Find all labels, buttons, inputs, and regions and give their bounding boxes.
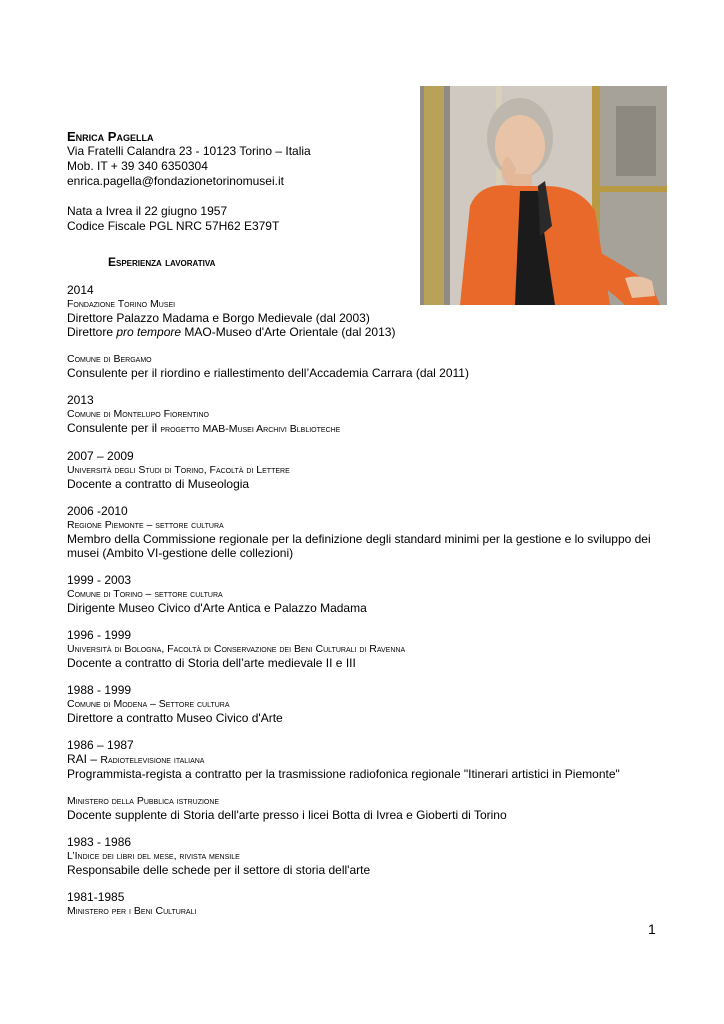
entry-line: Docente a contratto di Museologia [67,477,250,491]
experience-entry [67,283,667,339]
experience-entry [67,683,667,725]
entry-organization: Università degli Studi di Torino, Facoltà di Lettere [67,464,290,476]
experience-entry [67,835,667,877]
entry-line: Dirigente Museo Civico d'Arte Antica e Palazzo Madama [67,601,367,615]
experience-entry [67,738,667,781]
entry-organization [67,752,667,767]
entry-year: 1981-1985 [67,890,125,904]
entry-line: Docente supplente di Storia dell'arte presso i licei Botta di Ivrea e Gioberti di Torino [67,808,507,822]
experience-entry [67,449,667,491]
person-name: Enrica Pagella [67,129,154,144]
entry-line: Responsabile delle schede per il settore di storia dell'arte [67,863,371,877]
experience-entry [67,393,667,436]
contact-header [67,129,311,234]
entry-organization: Università di Bologna, Facoltà di Conservazione dei Beni Culturali di Ravenna [67,643,406,655]
spacer [67,189,311,204]
fiscal-code: Codice Fiscale PGL NRC 57H62 E379T [67,219,280,233]
entry-line: Direttore Palazzo Madama e Borgo Medievale (dal 2003) [67,311,370,325]
entry-organization: Regione Piemonte – settore cultura [67,519,224,531]
entry-year: 1988 - 1999 [67,683,132,697]
entry-organization-name: Radiotelevisione italiana [100,754,205,766]
entry-line: Consulente per il riordino e riallestimento dell’Accademia Carrara (dal 2011) [67,366,469,380]
entry-line: musei (Ambito VI-gestione delle collezioni) [67,546,294,560]
entry-organization: Ministero della Pubblica istruzione [67,795,220,807]
birth-info: Nata a Ivrea il 22 giugno 1957 [67,204,228,218]
portrait-photo [420,86,667,305]
entry-line [67,421,667,436]
mobile-number: Mob. IT + 39 340 6350304 [67,159,208,173]
entry-year: 1996 - 1999 [67,628,132,642]
entry-line-text: Direttore [67,325,117,339]
entry-year: 1999 - 2003 [67,573,132,587]
entry-year: 2014 [67,283,94,297]
entry-organization: Comune di Bergamo [67,353,152,365]
entry-line: Docente a contratto di Storia dell’arte medievale II e III [67,656,356,670]
experience-entry [67,794,667,822]
entry-year: 2007 – 2009 [67,449,134,463]
entry-line: Programmista-regista a contratto per la trasmissione radiofonica regionale "Itinerari artistici in Piemonte" [67,767,620,781]
entry-line-smallcaps: progetto MAB-Musei Archivi Blblioteche [160,423,341,435]
page-number: 1 [648,921,656,937]
entry-organization: Comune di Montelupo Fiorentino [67,408,209,420]
experience-entry [67,890,667,918]
experience-entry [67,573,667,615]
experience-entry [67,352,667,380]
experience-entry [67,504,667,560]
entry-organization: Comune di Modena – Settore cultura [67,698,230,710]
address: Via Fratelli Calandra 23 - 10123 Torino – Italia [67,144,311,158]
entry-year: 2006 -2010 [67,504,128,518]
entry-year: 2013 [67,393,94,407]
email[interactable]: enrica.pagella@fondazionetorinomusei.it [67,174,284,188]
entry-year: 1983 - 1986 [67,835,132,849]
entry-line [67,325,667,339]
entry-line-emphasis: pro tempore [116,325,182,339]
entry-line-text: MAO-Museo d'Arte Orientale (dal 2013) [181,325,396,339]
experience-entry [67,628,667,670]
entry-organization-prefix: RAI – [67,752,101,766]
experience-list [67,283,667,931]
entry-line: Membro della Commissione regionale per la definizione degli standard minimi per la gestione e lo sviluppo dei [67,532,651,546]
section-title: Esperienza lavorativa [108,255,216,269]
entry-organization: L’Indice dei libri del mese, rivista mensile [67,850,240,862]
portrait-illustration [420,86,667,305]
entry-year: 1986 – 1987 [67,738,134,752]
entry-line-text: Consulente per il [67,421,161,435]
entry-organization: Fondazione Torino Musei [67,298,176,310]
entry-organization: Ministero per i Beni Culturali [67,905,197,917]
entry-line: Direttore a contratto Museo Civico d'Arte [67,711,283,725]
entry-organization: Comune di Torino – settore cultura [67,588,223,600]
